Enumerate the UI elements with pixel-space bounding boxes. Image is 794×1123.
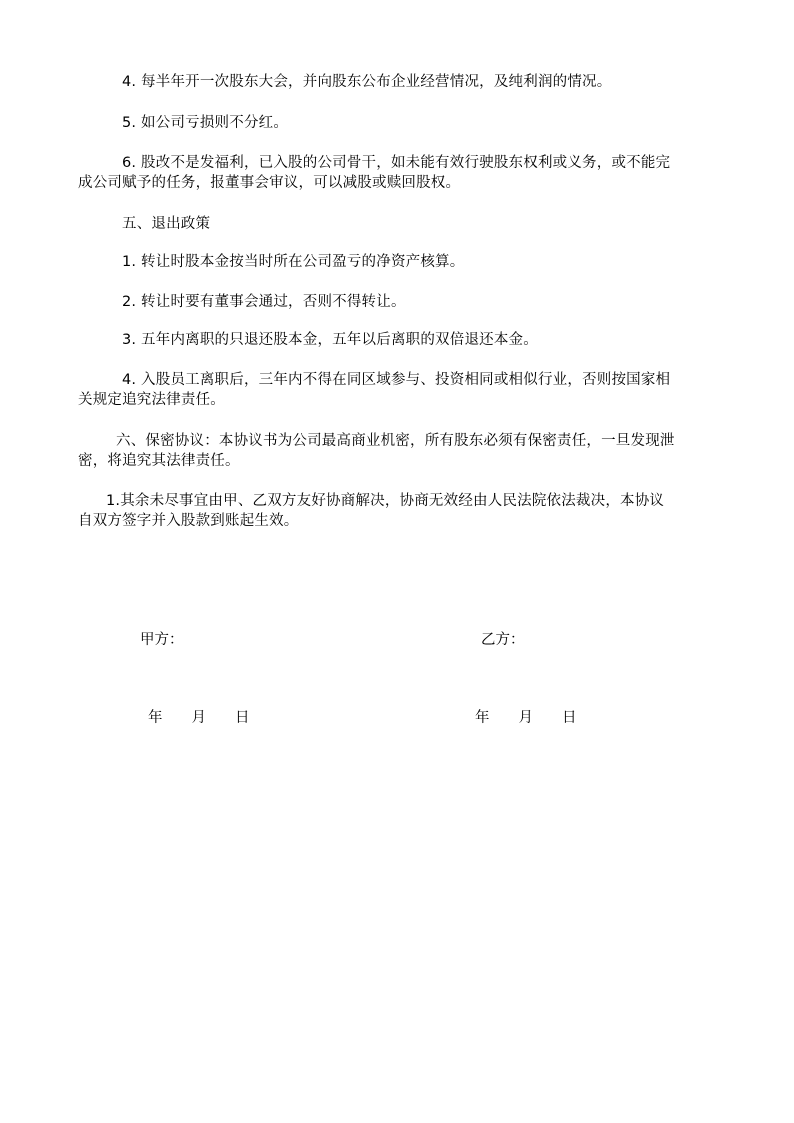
- clause-5-no-dividend: 5. 如公司亏损则不分红。: [122, 115, 289, 131]
- final-clause-line-1: 1.其余未尽事宜由甲、乙双方友好协商解决，协商无效经由人民法院依法裁决，本协议: [106, 493, 665, 509]
- exit-clause-4-line-2: 关规定追究法律责任。: [78, 392, 225, 408]
- section-6-confidentiality-line-2: 密，将追究其法律责任。: [78, 453, 240, 469]
- clause-6-line-2: 成公司赋予的任务，报董事会审议，可以减股或赎回股权。: [78, 175, 461, 191]
- exit-clause-3: 3. 五年内离职的只退还股本金，五年以后离职的双倍退还本金。: [122, 332, 538, 348]
- section-5-heading: 五、退出政策: [122, 216, 211, 232]
- party-a-date: 年 月 日: [148, 710, 250, 726]
- party-b-label: 乙方：: [481, 632, 525, 648]
- exit-clause-1: 1. 转让时股本金按当时所在公司盈亏的净资产核算。: [122, 254, 465, 270]
- clause-6-line-1: 6. 股改不是发福利，已入股的公司骨干，如未能有效行驶股东权利或义务，或不能完: [122, 155, 671, 171]
- clause-4-shareholder-meeting: 4. 每半年开一次股东大会，并向股东公布企业经营情况，及纯利润的情况。: [122, 74, 612, 90]
- party-a-label: 甲方：: [140, 632, 184, 648]
- exit-clause-4-line-1: 4. 入股员工离职后，三年内不得在同区域参与、投资相同或相似行业，否则按国家相: [122, 372, 671, 388]
- section-6-confidentiality-line-1: 六、保密协议：本协议书为公司最高商业机密，所有股东必须有保密责任，一旦发现泄: [116, 433, 675, 449]
- party-b-date: 年 月 日: [475, 710, 577, 726]
- exit-clause-2: 2. 转让时要有董事会通过，否则不得转让。: [122, 294, 406, 310]
- final-clause-line-2: 自双方签字并入股款到账起生效。: [78, 513, 299, 529]
